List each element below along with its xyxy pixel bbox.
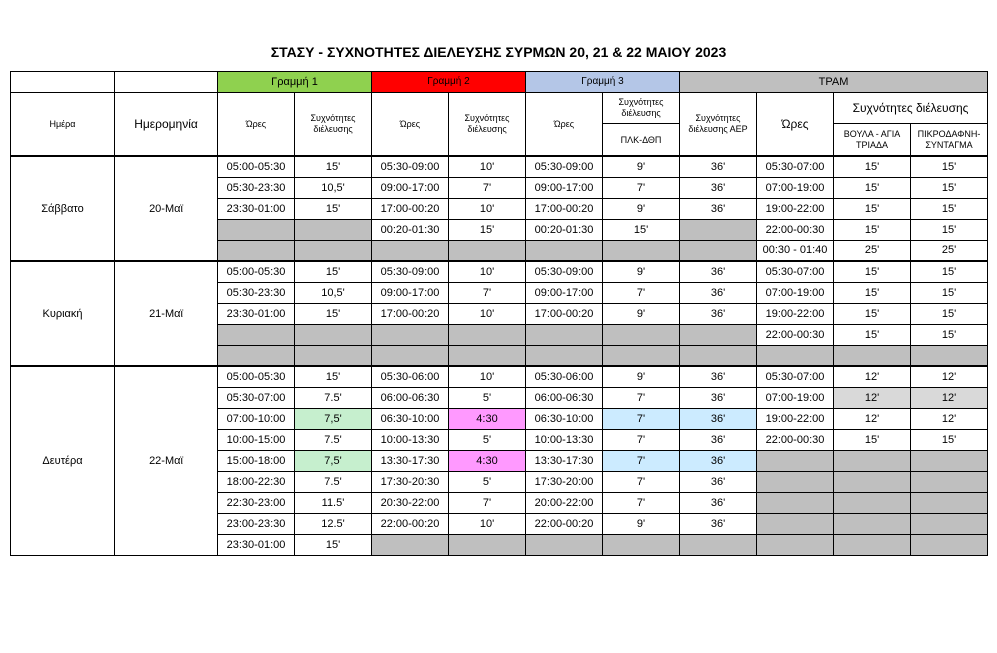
line2-freq-cell: 10' bbox=[449, 366, 526, 387]
line1-freq-cell: 15' bbox=[295, 261, 372, 282]
line2-hours-cell: 00:20-01:30 bbox=[372, 219, 449, 240]
tram-voula-freq-cell bbox=[834, 450, 911, 471]
line2-freq-cell: 7' bbox=[449, 282, 526, 303]
line1-hours-cell: 23:30-01:00 bbox=[218, 534, 295, 555]
blank-header-cell bbox=[115, 72, 218, 93]
line2-freq-cell: 4:30 bbox=[449, 408, 526, 429]
line1-freq-cell: 7.5' bbox=[295, 471, 372, 492]
tram-pikrodafni-freq-cell: 12' bbox=[911, 366, 988, 387]
line2-hours-cell: 09:00-17:00 bbox=[372, 282, 449, 303]
tram-voula-freq-cell: 12' bbox=[834, 408, 911, 429]
line3-aer-freq-cell: 36' bbox=[680, 471, 757, 492]
line3-freq-cell: 7' bbox=[603, 408, 680, 429]
tram-hours-cell bbox=[757, 345, 834, 366]
tram-voula-freq-cell bbox=[834, 534, 911, 555]
line3-freq-cell bbox=[603, 240, 680, 261]
tram-hours-cell: 07:00-19:00 bbox=[757, 177, 834, 198]
line3-freq-cell bbox=[603, 324, 680, 345]
tram-hours-cell bbox=[757, 534, 834, 555]
line3-hours-cell: 22:00-00:20 bbox=[526, 513, 603, 534]
line3-header: Γραμμή 3 bbox=[526, 72, 680, 93]
tram-voula-freq-cell bbox=[834, 513, 911, 534]
tram-pikrodafni-header: ΠΙΚΡΟΔΑΦΝΗ-ΣΥΝΤΑΓΜΑ bbox=[911, 124, 988, 156]
line2-hours-cell: 05:30-06:00 bbox=[372, 366, 449, 387]
line3-aer-freq-cell bbox=[680, 345, 757, 366]
line2-hours-cell: 10:00-13:30 bbox=[372, 429, 449, 450]
line2-hours-cell: 06:30-10:00 bbox=[372, 408, 449, 429]
line2-freq-cell: 5' bbox=[449, 471, 526, 492]
tram-pikrodafni-freq-cell: 15' bbox=[911, 198, 988, 219]
line2-freq-cell: 7' bbox=[449, 177, 526, 198]
line1-freq-cell bbox=[295, 240, 372, 261]
tram-pikrodafni-freq-cell: 15' bbox=[911, 219, 988, 240]
line1-hours-cell bbox=[218, 324, 295, 345]
line3-aer-freq-cell bbox=[680, 534, 757, 555]
line3-hours-cell: 20:00-22:00 bbox=[526, 492, 603, 513]
line2-hours-cell: 06:00-06:30 bbox=[372, 387, 449, 408]
line3-hours-cell: 09:00-17:00 bbox=[526, 177, 603, 198]
line2-header: Γραμμή 2 bbox=[372, 72, 526, 93]
line3-freq-cell bbox=[603, 534, 680, 555]
tram-pikrodafni-freq-cell: 12' bbox=[911, 408, 988, 429]
line3-hours-cell: 06:30-10:00 bbox=[526, 408, 603, 429]
line3-hours-cell: 17:00-00:20 bbox=[526, 303, 603, 324]
line1-freq-cell: 15' bbox=[295, 303, 372, 324]
line3-freq-cell: 9' bbox=[603, 261, 680, 282]
line3-hours-cell: 05:30-09:00 bbox=[526, 261, 603, 282]
line2-freq-cell: 15' bbox=[449, 219, 526, 240]
table-row bbox=[11, 156, 988, 177]
line1-freq-cell: 7.5' bbox=[295, 387, 372, 408]
line1-freq-cell bbox=[295, 219, 372, 240]
line3-aer-freq-cell: 36' bbox=[680, 408, 757, 429]
line2-hours-cell bbox=[372, 534, 449, 555]
line3-plk-dthp-header: ΠΛΚ-ΔΘΠ bbox=[603, 124, 680, 156]
line1-hours-cell: 05:30-23:30 bbox=[218, 282, 295, 303]
tram-voula-freq-cell bbox=[834, 492, 911, 513]
tram-hours-cell: 00:30 - 01:40 bbox=[757, 240, 834, 261]
line2-freq-cell: 10' bbox=[449, 156, 526, 177]
line2-hours-cell: 17:30-20:30 bbox=[372, 471, 449, 492]
line3-aer-freq-cell: 36' bbox=[680, 261, 757, 282]
line2-hours-cell: 17:00-00:20 bbox=[372, 303, 449, 324]
line2-freq-cell: 5' bbox=[449, 387, 526, 408]
tram-voula-freq-cell bbox=[834, 471, 911, 492]
line3-hours-cell: 06:00-06:30 bbox=[526, 387, 603, 408]
day-cell: Δευτέρα bbox=[11, 366, 115, 555]
tram-pikrodafni-freq-cell bbox=[911, 471, 988, 492]
line3-aer-freq-cell: 36' bbox=[680, 387, 757, 408]
line3-hours-cell: 05:30-09:00 bbox=[526, 156, 603, 177]
line1-freq-cell: 7,5' bbox=[295, 408, 372, 429]
tram-voula-header: ΒΟΥΛΑ - ΑΓΙΑ ΤΡΙΑΔΑ bbox=[834, 124, 911, 156]
tram-voula-freq-cell: 12' bbox=[834, 366, 911, 387]
line2-hours-cell: 05:30-09:00 bbox=[372, 261, 449, 282]
line2-hours-cell: 09:00-17:00 bbox=[372, 177, 449, 198]
line1-freq-cell: 15' bbox=[295, 156, 372, 177]
line2-hours-cell bbox=[372, 345, 449, 366]
line1-hours-cell bbox=[218, 219, 295, 240]
line1-freq-cell bbox=[295, 345, 372, 366]
line1-hours-cell: 07:00-10:00 bbox=[218, 408, 295, 429]
line1-freq-header: Συχνότητες διέλευσης bbox=[295, 93, 372, 157]
line3-hours-cell bbox=[526, 534, 603, 555]
tram-hours-cell bbox=[757, 471, 834, 492]
line3-hours-cell: 10:00-13:30 bbox=[526, 429, 603, 450]
line1-header: Γραμμή 1 bbox=[218, 72, 372, 93]
tram-hours-cell: 07:00-19:00 bbox=[757, 387, 834, 408]
tram-voula-freq-cell: 15' bbox=[834, 198, 911, 219]
tram-hours-cell: 19:00-22:00 bbox=[757, 198, 834, 219]
line2-hours-cell bbox=[372, 324, 449, 345]
line1-freq-cell: 12.5' bbox=[295, 513, 372, 534]
line3-aer-freq-cell bbox=[680, 219, 757, 240]
line3-hours-cell: 05:30-06:00 bbox=[526, 366, 603, 387]
table-row bbox=[11, 366, 988, 387]
tram-voula-freq-cell: 15' bbox=[834, 429, 911, 450]
tram-freq-header: Συχνότητες διέλευσης bbox=[834, 93, 988, 124]
line3-freq-cell: 7' bbox=[603, 387, 680, 408]
tram-pikrodafni-freq-cell: 15' bbox=[911, 324, 988, 345]
day-cell: Σάββατο bbox=[11, 156, 115, 261]
line1-freq-cell bbox=[295, 324, 372, 345]
line3-freq-cell: 9' bbox=[603, 198, 680, 219]
line3-aer-freq-cell: 36' bbox=[680, 198, 757, 219]
line3-freq-cell: 9' bbox=[603, 513, 680, 534]
line3-hours-header: Ώρες bbox=[526, 93, 603, 157]
line3-aer-freq-cell: 36' bbox=[680, 450, 757, 471]
line1-freq-cell: 15' bbox=[295, 366, 372, 387]
line2-hours-cell: 13:30-17:30 bbox=[372, 450, 449, 471]
tram-pikrodafni-freq-cell: 15' bbox=[911, 303, 988, 324]
tram-pikrodafni-freq-cell bbox=[911, 534, 988, 555]
line2-hours-header: Ώρες bbox=[372, 93, 449, 157]
line3-freq-cell: 7' bbox=[603, 429, 680, 450]
tram-hours-cell: 22:00-00:30 bbox=[757, 219, 834, 240]
line3-hours-cell: 09:00-17:00 bbox=[526, 282, 603, 303]
tram-voula-freq-cell: 12' bbox=[834, 387, 911, 408]
line1-freq-cell: 7,5' bbox=[295, 450, 372, 471]
line2-hours-cell: 17:00-00:20 bbox=[372, 198, 449, 219]
tram-pikrodafni-freq-cell bbox=[911, 450, 988, 471]
tram-pikrodafni-freq-cell bbox=[911, 513, 988, 534]
tram-hours-cell: 07:00-19:00 bbox=[757, 282, 834, 303]
tram-pikrodafni-freq-cell: 15' bbox=[911, 156, 988, 177]
line2-freq-cell: 10' bbox=[449, 303, 526, 324]
line3-aer-freq-cell: 36' bbox=[680, 282, 757, 303]
line3-freq-cell: 9' bbox=[603, 366, 680, 387]
line1-hours-cell: 18:00-22:30 bbox=[218, 471, 295, 492]
tram-hours-cell: 05:30-07:00 bbox=[757, 366, 834, 387]
tram-hours-header: Ώρες bbox=[757, 93, 834, 157]
tram-hours-cell bbox=[757, 492, 834, 513]
tram-pikrodafni-freq-cell: 12' bbox=[911, 387, 988, 408]
tram-hours-cell: 22:00-00:30 bbox=[757, 429, 834, 450]
line3-freq-cell: 7' bbox=[603, 450, 680, 471]
blank-header-cell bbox=[11, 72, 115, 93]
line2-freq-cell bbox=[449, 324, 526, 345]
line1-hours-cell: 23:30-01:00 bbox=[218, 198, 295, 219]
line1-hours-cell: 22:30-23:00 bbox=[218, 492, 295, 513]
line3-freq-cell: 15' bbox=[603, 219, 680, 240]
line1-freq-cell: 11.5' bbox=[295, 492, 372, 513]
tram-hours-cell bbox=[757, 513, 834, 534]
tram-hours-cell: 19:00-22:00 bbox=[757, 408, 834, 429]
line1-hours-header: Ώρες bbox=[218, 93, 295, 157]
line3-aer-freq-cell: 36' bbox=[680, 429, 757, 450]
line3-aer-freq-header: Συχνότητες διέλευσης ΑΕΡ bbox=[680, 93, 757, 157]
line3-freq-cell: 7' bbox=[603, 177, 680, 198]
line3-aer-freq-cell: 36' bbox=[680, 177, 757, 198]
table-row bbox=[11, 261, 988, 282]
tram-pikrodafni-freq-cell: 15' bbox=[911, 177, 988, 198]
line3-aer-freq-cell: 36' bbox=[680, 492, 757, 513]
line2-hours-cell: 22:00-00:20 bbox=[372, 513, 449, 534]
line1-hours-cell: 23:00-23:30 bbox=[218, 513, 295, 534]
line3-hours-cell bbox=[526, 240, 603, 261]
date-cell: 20-Μαϊ bbox=[115, 156, 218, 261]
tram-voula-freq-cell: 15' bbox=[834, 303, 911, 324]
tram-voula-freq-cell: 15' bbox=[834, 261, 911, 282]
line1-hours-cell bbox=[218, 345, 295, 366]
line2-hours-cell: 05:30-09:00 bbox=[372, 156, 449, 177]
day-cell: Κυριακή bbox=[11, 261, 115, 366]
line3-hours-cell bbox=[526, 345, 603, 366]
tram-voula-freq-cell: 15' bbox=[834, 177, 911, 198]
line1-hours-cell: 05:00-05:30 bbox=[218, 156, 295, 177]
tram-voula-freq-cell: 15' bbox=[834, 156, 911, 177]
day-column-header: Ημέρα bbox=[11, 93, 115, 157]
line1-hours-cell: 23:30-01:00 bbox=[218, 303, 295, 324]
page-title: ΣΤΑΣΥ - ΣΥΧΝΟΤΗΤΕΣ ΔΙΕΛΕΥΣΗΣ ΣΥΡΜΩΝ 20, 21 & 22 ΜΑΙΟΥ 2023 bbox=[270, 44, 727, 60]
tram-pikrodafni-freq-cell: 25' bbox=[911, 240, 988, 261]
schedule-table bbox=[10, 71, 988, 556]
line2-freq-cell: 10' bbox=[449, 261, 526, 282]
tram-hours-cell: 22:00-00:30 bbox=[757, 324, 834, 345]
date-cell: 21-Μαϊ bbox=[115, 261, 218, 366]
tram-voula-freq-cell: 15' bbox=[834, 282, 911, 303]
tram-pikrodafni-freq-cell bbox=[911, 492, 988, 513]
line2-freq-cell bbox=[449, 240, 526, 261]
line3-freq-cell bbox=[603, 345, 680, 366]
tram-voula-freq-cell bbox=[834, 345, 911, 366]
line1-freq-cell: 10,5' bbox=[295, 282, 372, 303]
line3-aer-freq-cell bbox=[680, 324, 757, 345]
line1-hours-cell: 05:30-23:30 bbox=[218, 177, 295, 198]
line2-hours-cell: 20:30-22:00 bbox=[372, 492, 449, 513]
line3-freq-cell: 7' bbox=[603, 471, 680, 492]
line3-freq-header: Συχνότητες διέλευσης bbox=[603, 93, 680, 124]
line2-freq-cell: 10' bbox=[449, 513, 526, 534]
line2-freq-cell: 5' bbox=[449, 429, 526, 450]
line2-freq-header: Συχνότητες διέλευσης bbox=[449, 93, 526, 157]
line2-freq-cell bbox=[449, 345, 526, 366]
line1-hours-cell bbox=[218, 240, 295, 261]
line3-aer-freq-cell bbox=[680, 240, 757, 261]
line3-freq-cell: 7' bbox=[603, 492, 680, 513]
line3-hours-cell: 00:20-01:30 bbox=[526, 219, 603, 240]
line1-freq-cell: 15' bbox=[295, 534, 372, 555]
date-cell: 22-Μαϊ bbox=[115, 366, 218, 555]
tram-pikrodafni-freq-cell: 15' bbox=[911, 261, 988, 282]
line2-freq-cell bbox=[449, 534, 526, 555]
line3-freq-cell: 9' bbox=[603, 303, 680, 324]
line3-hours-cell: 17:00-00:20 bbox=[526, 198, 603, 219]
line2-freq-cell: 4:30 bbox=[449, 450, 526, 471]
line3-hours-cell: 17:30-20:00 bbox=[526, 471, 603, 492]
line3-hours-cell bbox=[526, 324, 603, 345]
line1-hours-cell: 05:00-05:30 bbox=[218, 366, 295, 387]
tram-voula-freq-cell: 25' bbox=[834, 240, 911, 261]
line3-freq-cell: 7' bbox=[603, 282, 680, 303]
line3-hours-cell: 13:30-17:30 bbox=[526, 450, 603, 471]
line3-freq-cell: 9' bbox=[603, 156, 680, 177]
tram-pikrodafni-freq-cell: 15' bbox=[911, 282, 988, 303]
line3-aer-freq-cell: 36' bbox=[680, 513, 757, 534]
tram-hours-cell: 05:30-07:00 bbox=[757, 156, 834, 177]
line1-hours-cell: 15:00-18:00 bbox=[218, 450, 295, 471]
line2-freq-cell: 7' bbox=[449, 492, 526, 513]
tram-hours-cell: 19:00-22:00 bbox=[757, 303, 834, 324]
line1-freq-cell: 15' bbox=[295, 198, 372, 219]
line1-hours-cell: 05:00-05:30 bbox=[218, 261, 295, 282]
line1-hours-cell: 10:00-15:00 bbox=[218, 429, 295, 450]
tram-header: ΤΡΑΜ bbox=[680, 72, 988, 93]
line3-aer-freq-cell: 36' bbox=[680, 156, 757, 177]
tram-hours-cell bbox=[757, 450, 834, 471]
date-column-header: Ημερομηνία bbox=[115, 93, 218, 157]
tram-pikrodafni-freq-cell bbox=[911, 345, 988, 366]
line3-aer-freq-cell: 36' bbox=[680, 366, 757, 387]
line2-hours-cell bbox=[372, 240, 449, 261]
tram-voula-freq-cell: 15' bbox=[834, 219, 911, 240]
tram-pikrodafni-freq-cell: 15' bbox=[911, 429, 988, 450]
tram-hours-cell: 05:30-07:00 bbox=[757, 261, 834, 282]
line3-aer-freq-cell: 36' bbox=[680, 303, 757, 324]
line1-freq-cell: 10,5' bbox=[295, 177, 372, 198]
line1-hours-cell: 05:30-07:00 bbox=[218, 387, 295, 408]
line2-freq-cell: 10' bbox=[449, 198, 526, 219]
line1-freq-cell: 7.5' bbox=[295, 429, 372, 450]
tram-voula-freq-cell: 15' bbox=[834, 324, 911, 345]
